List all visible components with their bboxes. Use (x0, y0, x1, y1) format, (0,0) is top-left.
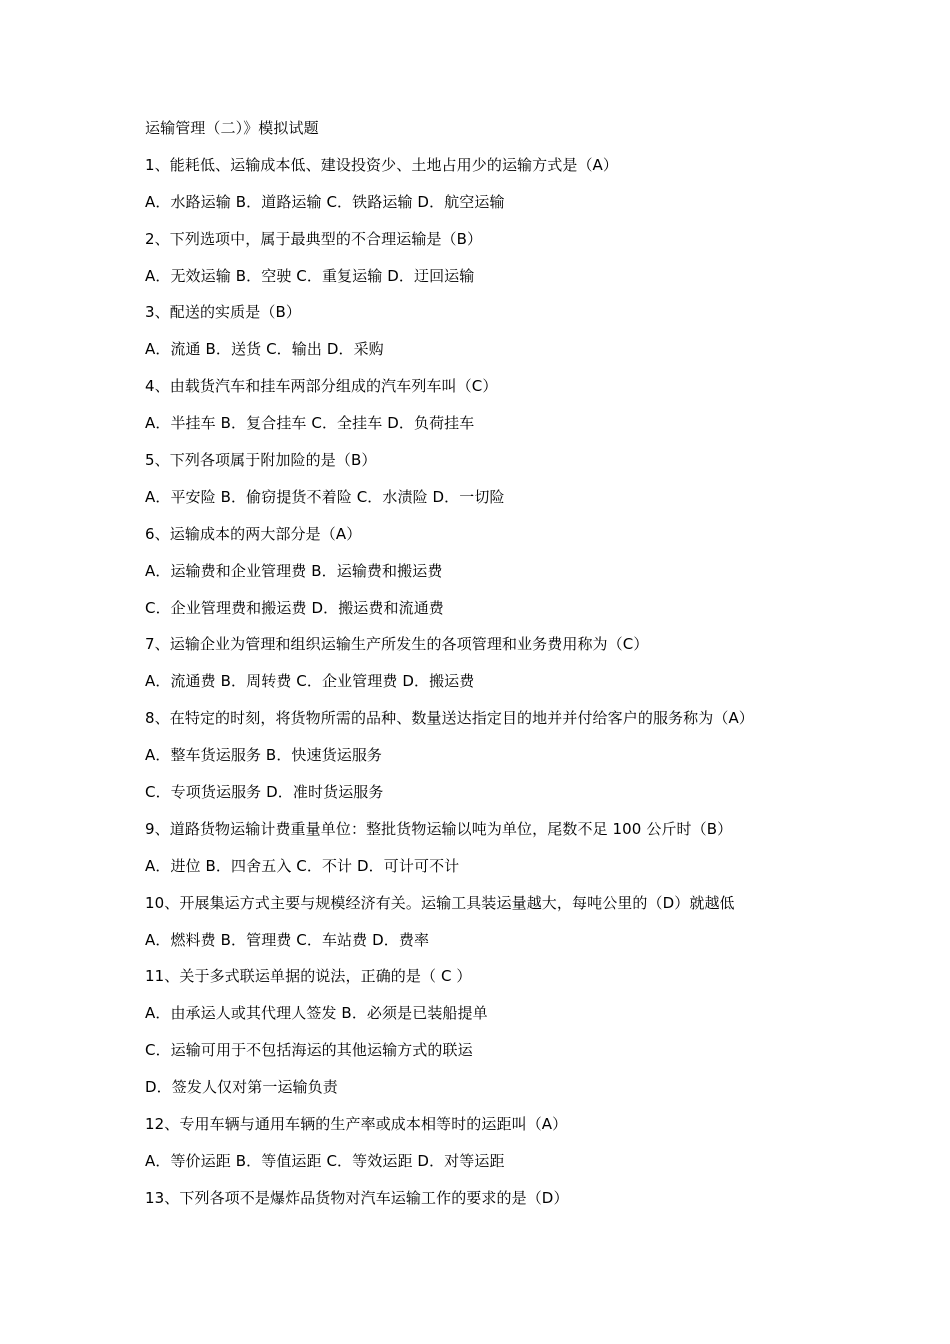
document-title: 运输管理（二）》模拟试题 (145, 119, 319, 137)
question-6: 6、运输成本的两大部分是（A） (145, 524, 362, 543)
options-2: A．无效运输 B．空驶 C．重复运输 D．迂回运输 (145, 266, 475, 285)
question-5: 5、下列各项属于附加险的是（B） (145, 451, 377, 470)
options-11-c: C．运输可用于不包括海运的其他运输方式的联运 (145, 1041, 473, 1060)
question-7: 7、运输企业为管理和组织运输生产所发生的各项管理和业务费用称为（C） (145, 635, 649, 654)
options-8-ab: A．整车货运服务 B．快速货运服务 (145, 746, 383, 765)
question-9: 9、道路货物运输计费重量单位：整批货物运输以吨为单位，尾数不足 100 公斤时（B） (145, 819, 733, 838)
options-3: A．流通 B．送货 C．输出 D．采购 (145, 340, 384, 359)
options-1: A．水路运输 B．道路运输 C．铁路运输 D．航空运输 (145, 192, 505, 211)
options-10: A．燃料费 B．管理费 C．车站费 D．费率 (145, 930, 430, 949)
question-13: 13、下列各项不是爆炸品货物对汽车运输工作的要求的是（D） (145, 1188, 569, 1207)
options-6-cd: C．企业管理费和搬运费 D．搬运费和流通费 (145, 598, 444, 617)
question-1: 1、能耗低、运输成本低、建设投资少、土地占用少的运输方式是（A） (145, 155, 619, 174)
options-5: A．平安险 B．偷窃提货不着险 C．水渍险 D．一切险 (145, 487, 505, 506)
options-8-cd: C．专项货运服务 D．准时货运服务 (145, 783, 384, 802)
options-6-ab: A．运输费和企业管理费 B．运输费和搬运费 (145, 561, 443, 580)
question-8: 8、在特定的时刻，将货物所需的品种、数量送达指定目的地并并付给客户的服务称为（A） (145, 709, 754, 728)
question-10: 10、开展集运方式主要与规模经济有关。运输工具装运量越大，每吨公里的（D）就越低 (145, 893, 735, 912)
options-4: A．半挂车 B．复合挂车 C．全挂车 D．负荷挂车 (145, 414, 475, 433)
options-9: A．进位 B．四舍五入 C．不计 D．可计可不计 (145, 856, 460, 875)
options-11-ab: A．由承运人或其代理人签发 B．必须是已装船提单 (145, 1004, 488, 1023)
question-11: 11、关于多式联运单据的说法，正确的是（ C ） (145, 967, 472, 986)
options-7: A．流通费 B．周转费 C．企业管理费 D．搬运费 (145, 672, 475, 691)
document-page (145, 117, 825, 1224)
question-3: 3、配送的实质是（B） (145, 303, 301, 322)
options-11-d: D．签发人仅对第一运输负责 (145, 1078, 338, 1097)
question-4: 4、由载货汽车和挂车两部分组成的汽车列车叫（C） (145, 377, 498, 396)
question-2: 2、下列选项中，属于最典型的不合理运输是（B） (145, 229, 483, 248)
question-12: 12、专用车辆与通用车辆的生产率或成本相等时的运距叫（A） (145, 1115, 568, 1134)
options-12: A．等价运距 B．等值运距 C．等效运距 D．对等运距 (145, 1151, 505, 1170)
